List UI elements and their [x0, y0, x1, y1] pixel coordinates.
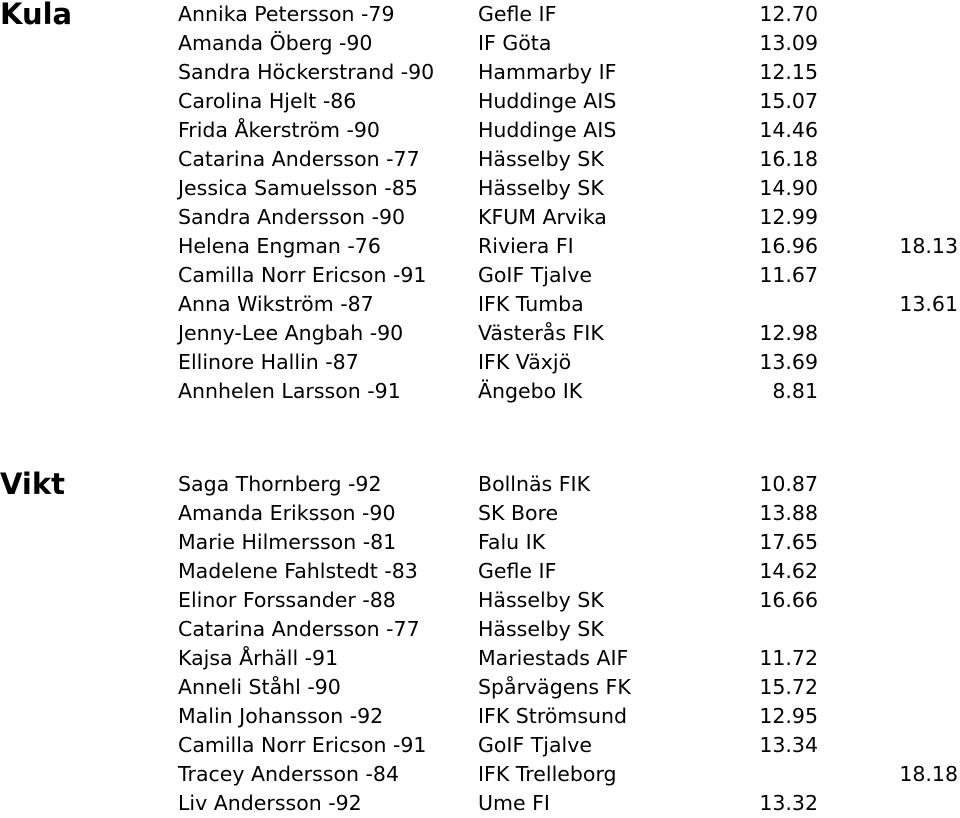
club-name: Riviera FI: [478, 234, 574, 258]
table-row: [0, 467, 960, 501]
club-name: Huddinge AIS: [478, 89, 617, 113]
table-row: [0, 29, 960, 58]
table-row: [0, 87, 960, 116]
athlete-name: Sandra Andersson -90: [178, 205, 406, 229]
result-value: 16.18: [759, 147, 818, 171]
club-name: Hässelby SK: [478, 147, 604, 171]
table-row: [0, 586, 960, 615]
club-name: IF Göta: [478, 31, 552, 55]
result-value: 8.81: [772, 379, 818, 403]
table-row: [0, 499, 960, 528]
club-name: GoIF Tjalve: [478, 263, 593, 287]
table-row: [0, 58, 960, 87]
table-row: [0, 0, 960, 29]
result-value: 16.66: [759, 588, 818, 612]
athlete-name: Malin Johansson -92: [178, 704, 384, 728]
result-value: 15.07: [759, 89, 818, 113]
club-name: Västerås FIK: [478, 321, 604, 345]
club-name: Ängebo IK: [478, 379, 583, 403]
athlete-name: Ellinore Hallin -87: [178, 350, 359, 374]
athlete-name: Tracey Andersson -84: [178, 762, 399, 786]
club-name: IFK Tumba: [478, 292, 584, 316]
table-row: [0, 528, 960, 557]
athlete-name: Anneli Ståhl -90: [178, 675, 341, 699]
result-value: 13.88: [759, 501, 818, 525]
athlete-name: Camilla Norr Ericson -91: [178, 733, 427, 757]
club-name: IFK Strömsund: [478, 704, 628, 728]
athlete-name: Jessica Samuelsson -85: [178, 176, 418, 200]
table-row: [0, 789, 960, 818]
table-row: [0, 644, 960, 673]
result-value: 13.69: [759, 350, 818, 374]
club-name: KFUM Arvika: [478, 205, 607, 229]
table-row: [0, 702, 960, 731]
table-row: [0, 174, 960, 203]
result-value-secondary: 13.61: [899, 292, 958, 316]
table-row: [0, 557, 960, 586]
club-name: Spårvägens FK: [478, 675, 631, 699]
table-row: [0, 348, 960, 377]
table-row: [0, 232, 960, 261]
athlete-name: Carolina Hjelt -86: [178, 89, 357, 113]
athlete-name: Sandra Höckerstrand -90: [178, 60, 435, 84]
result-value: 14.46: [759, 118, 818, 142]
result-value: 17.65: [759, 530, 818, 554]
result-value: 13.32: [759, 791, 818, 815]
table-row: [0, 731, 960, 760]
club-name: Gefle IF: [478, 2, 557, 26]
athlete-name: Amanda Öberg -90: [178, 31, 373, 55]
athlete-name: Helena Engman -76: [178, 234, 381, 258]
athlete-name: Frida Åkerström -90: [178, 118, 380, 142]
club-name: Ume FI: [478, 791, 550, 815]
athlete-name: Annhelen Larsson -91: [178, 379, 401, 403]
club-name: Hässelby SK: [478, 617, 604, 641]
result-value: 12.15: [759, 60, 818, 84]
athlete-name: Anna Wikström -87: [178, 292, 374, 316]
table-row: [0, 377, 960, 406]
athlete-name: Annika Petersson -79: [178, 2, 395, 26]
club-name: Hammarby IF: [478, 60, 617, 84]
result-value: 12.70: [759, 2, 818, 26]
athlete-name: Marie Hilmersson -81: [178, 530, 397, 554]
table-row: [0, 145, 960, 174]
club-name: Huddinge AIS: [478, 118, 617, 142]
athlete-name: Camilla Norr Ericson -91: [178, 263, 427, 287]
club-name: IFK Trelleborg: [478, 762, 617, 786]
table-row: [0, 290, 960, 319]
section-title: Kula: [0, 0, 73, 31]
result-value: 14.62: [759, 559, 818, 583]
club-name: Hässelby SK: [478, 588, 604, 612]
club-name: Falu IK: [478, 530, 546, 554]
athlete-name: Amanda Eriksson -90: [178, 501, 396, 525]
entry-list: [0, 467, 960, 818]
athlete-name: Catarina Andersson -77: [178, 617, 420, 641]
club-name: GoIF Tjalve: [478, 733, 593, 757]
athlete-name: Liv Andersson -92: [178, 791, 362, 815]
club-name: IFK Växjö: [478, 350, 572, 374]
section-title: Vikt: [0, 467, 66, 501]
entry-list: [0, 0, 960, 406]
result-value: 15.72: [759, 675, 818, 699]
athlete-name: Madelene Fahlstedt -83: [178, 559, 418, 583]
athlete-name: Elinor Forssander -88: [178, 588, 396, 612]
club-name: Gefle IF: [478, 559, 557, 583]
result-value: 12.95: [759, 704, 818, 728]
table-row: [0, 319, 960, 348]
result-value: 13.34: [759, 733, 818, 757]
club-name: Mariestads AIF: [478, 646, 629, 670]
result-value: 12.99: [759, 205, 818, 229]
club-name: SK Bore: [478, 501, 559, 525]
table-row: [0, 760, 960, 789]
result-value: 10.87: [759, 472, 818, 496]
result-value: 11.67: [759, 263, 818, 287]
athlete-name: Saga Thornberg -92: [178, 472, 382, 496]
result-value: 14.90: [759, 176, 818, 200]
result-value: 13.09: [759, 31, 818, 55]
table-row: [0, 116, 960, 145]
result-value-secondary: 18.18: [899, 762, 958, 786]
result-value-secondary: 18.13: [899, 234, 958, 258]
table-row: [0, 673, 960, 702]
result-value: 12.98: [759, 321, 818, 345]
result-value: 16.96: [759, 234, 818, 258]
athlete-name: Jenny-Lee Angbah -90: [178, 321, 404, 345]
table-row: [0, 615, 960, 644]
table-row: [0, 261, 960, 290]
athlete-name: Catarina Andersson -77: [178, 147, 420, 171]
club-name: Hässelby SK: [478, 176, 604, 200]
athlete-name: Kajsa Århäll -91: [178, 646, 339, 670]
result-value: 11.72: [759, 646, 818, 670]
table-row: [0, 203, 960, 232]
club-name: Bollnäs FIK: [478, 472, 591, 496]
